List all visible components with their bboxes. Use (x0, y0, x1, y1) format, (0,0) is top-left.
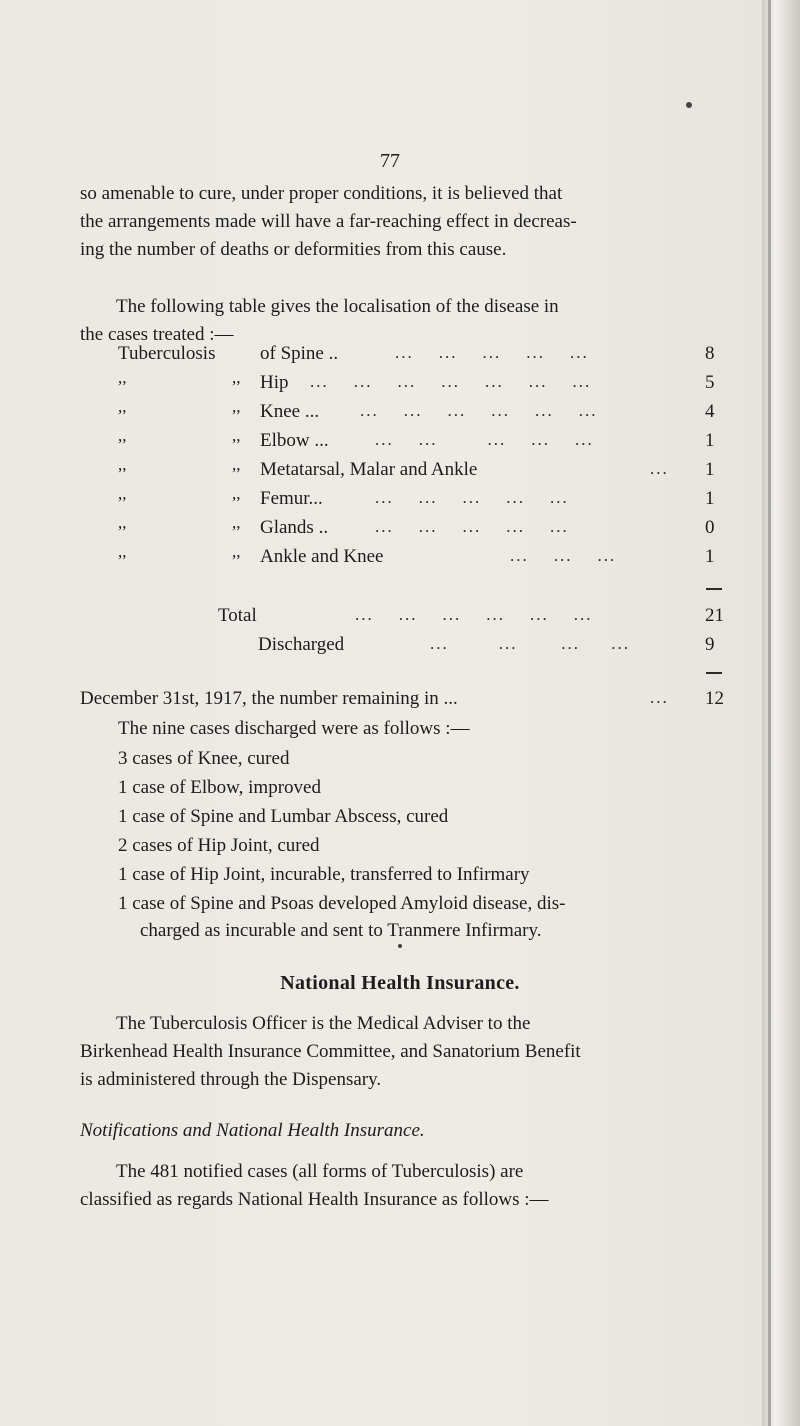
intro-line: ing the number of deaths or deformities from this cause. (80, 239, 507, 260)
row-prefix: Tuberculosis (118, 343, 216, 364)
leader-dots: ... ... ... ... ... (375, 488, 588, 507)
leader-dots: ... ... ... (510, 546, 629, 565)
remaining-row (0, 688, 762, 714)
ink-fleck (398, 944, 402, 948)
intro-line: the arrangements made will have a far-reaching effect in decreas- (80, 211, 577, 232)
row-value: 8 (705, 343, 715, 364)
table-intro-line: the cases treated :— (80, 324, 234, 345)
list-item: 2 cases of Hip Joint, cured (118, 835, 320, 856)
table-row (0, 513, 762, 543)
row-value: 5 (705, 372, 715, 393)
ditto-mark: ,, (118, 542, 127, 561)
table-row (0, 484, 762, 514)
notifications-line: The 481 notified cases (all forms of Tuberculosis) are (116, 1161, 524, 1182)
row-value: 1 (705, 488, 715, 509)
table-row (0, 542, 762, 572)
ditto-mark: ,, (118, 397, 127, 416)
page-number: 77 (380, 150, 400, 172)
list-item: 1 case of Spine and Psoas developed Amyloid disease, dis- (118, 893, 566, 914)
list-item: 1 case of Hip Joint, incurable, transferred to Infirmary (118, 864, 530, 885)
table-row (0, 455, 762, 485)
leader-dots: ... ... ... ... (430, 634, 630, 653)
sum-rule (706, 588, 722, 590)
notifications-heading: Notifications and National Health Insurance. (80, 1120, 425, 1141)
leader-dots: ... ... ... ... ... (395, 343, 614, 362)
row-label: Knee ... (260, 401, 320, 422)
row-label: Elbow ... (260, 430, 329, 451)
ditto-mark: ,, (118, 455, 127, 474)
section-heading: National Health Insurance. (280, 972, 520, 994)
ditto-mark: ,, (118, 426, 127, 445)
ditto-mark: ,, (118, 484, 127, 503)
ink-fleck (686, 102, 692, 108)
table-row (0, 397, 762, 427)
notifications-line: classified as regards National Health Insurance as follows :— (80, 1189, 549, 1210)
row-label: Metatarsal, Malar and Ankle (260, 459, 478, 480)
ditto-mark: ,, (232, 455, 241, 474)
ditto-mark: ,, (232, 484, 241, 503)
discharged-row (0, 634, 762, 660)
leader-dots: ... ... ... ... ... ... (360, 401, 610, 420)
nhi-line: The Tuberculosis Officer is the Medical Adviser to the (116, 1013, 531, 1034)
row-value: 1 (705, 430, 715, 451)
leader-dots: ... ... ... ... ... (375, 430, 607, 449)
list-item: 3 cases of Knee, cured (118, 748, 290, 769)
table-row (0, 343, 762, 369)
row-value: 1 (705, 546, 715, 567)
list-item-continuation: charged as incurable and sent to Tranmere Infirmary. (140, 920, 542, 941)
page-edge-line (768, 0, 771, 1426)
discharged-label: Discharged (258, 634, 345, 655)
row-label: Glands .. (260, 517, 329, 538)
total-label: Total (218, 605, 257, 626)
discharged-intro: The nine cases discharged were as follows :— (118, 718, 470, 739)
intro-line: so amenable to cure, under proper conditions, it is believed that (80, 183, 563, 204)
ditto-mark: ,, (118, 513, 127, 532)
ditto-mark: ,, (232, 542, 241, 561)
list-item: 1 case of Spine and Lumbar Abscess, cured (118, 806, 449, 827)
table-row (0, 368, 762, 398)
leader-dots: ... (650, 688, 669, 707)
ditto-mark: ,, (232, 513, 241, 532)
row-value: 1 (705, 459, 715, 480)
ditto-mark: ,, (232, 426, 241, 445)
nhi-line: Birkenhead Health Insurance Committee, and Sanatorium Benefit (80, 1041, 581, 1062)
table-row (0, 426, 762, 456)
discharged-value: 9 (705, 634, 715, 655)
intro-paragraph (80, 180, 735, 264)
sum-rule (706, 672, 722, 674)
leader-dots: ... ... ... ... ... ... (355, 605, 599, 624)
total-value: 21 (705, 605, 724, 626)
list-item: 1 case of Elbow, improved (118, 777, 321, 798)
total-row (0, 605, 762, 631)
row-label: Hip (260, 372, 289, 393)
row-value: 4 (705, 401, 715, 422)
nhi-line: is administered through the Dispensary. (80, 1069, 382, 1090)
row-label: Ankle and Knee (260, 546, 384, 567)
leader-dots: ... (650, 459, 669, 478)
table-intro-line: The following table gives the localisation of the disease in (116, 296, 559, 317)
ditto-mark: ,, (118, 368, 127, 387)
ditto-mark: ,, (232, 397, 241, 416)
row-label: Femur... (260, 488, 323, 509)
ditto-mark: ,, (232, 368, 241, 387)
remaining-label: December 31st, 1917, the number remaining in ... (80, 688, 458, 709)
remaining-value: 12 (705, 688, 724, 709)
row-label: of Spine .. (260, 343, 339, 364)
notifications-paragraph (80, 1158, 735, 1214)
table-intro-paragraph (80, 293, 735, 349)
row-value: 0 (705, 517, 715, 538)
leader-dots: ... ... ... ... ... ... ... (310, 372, 610, 391)
leader-dots: ... ... ... ... ... (375, 517, 588, 536)
nhi-paragraph (80, 1010, 735, 1094)
